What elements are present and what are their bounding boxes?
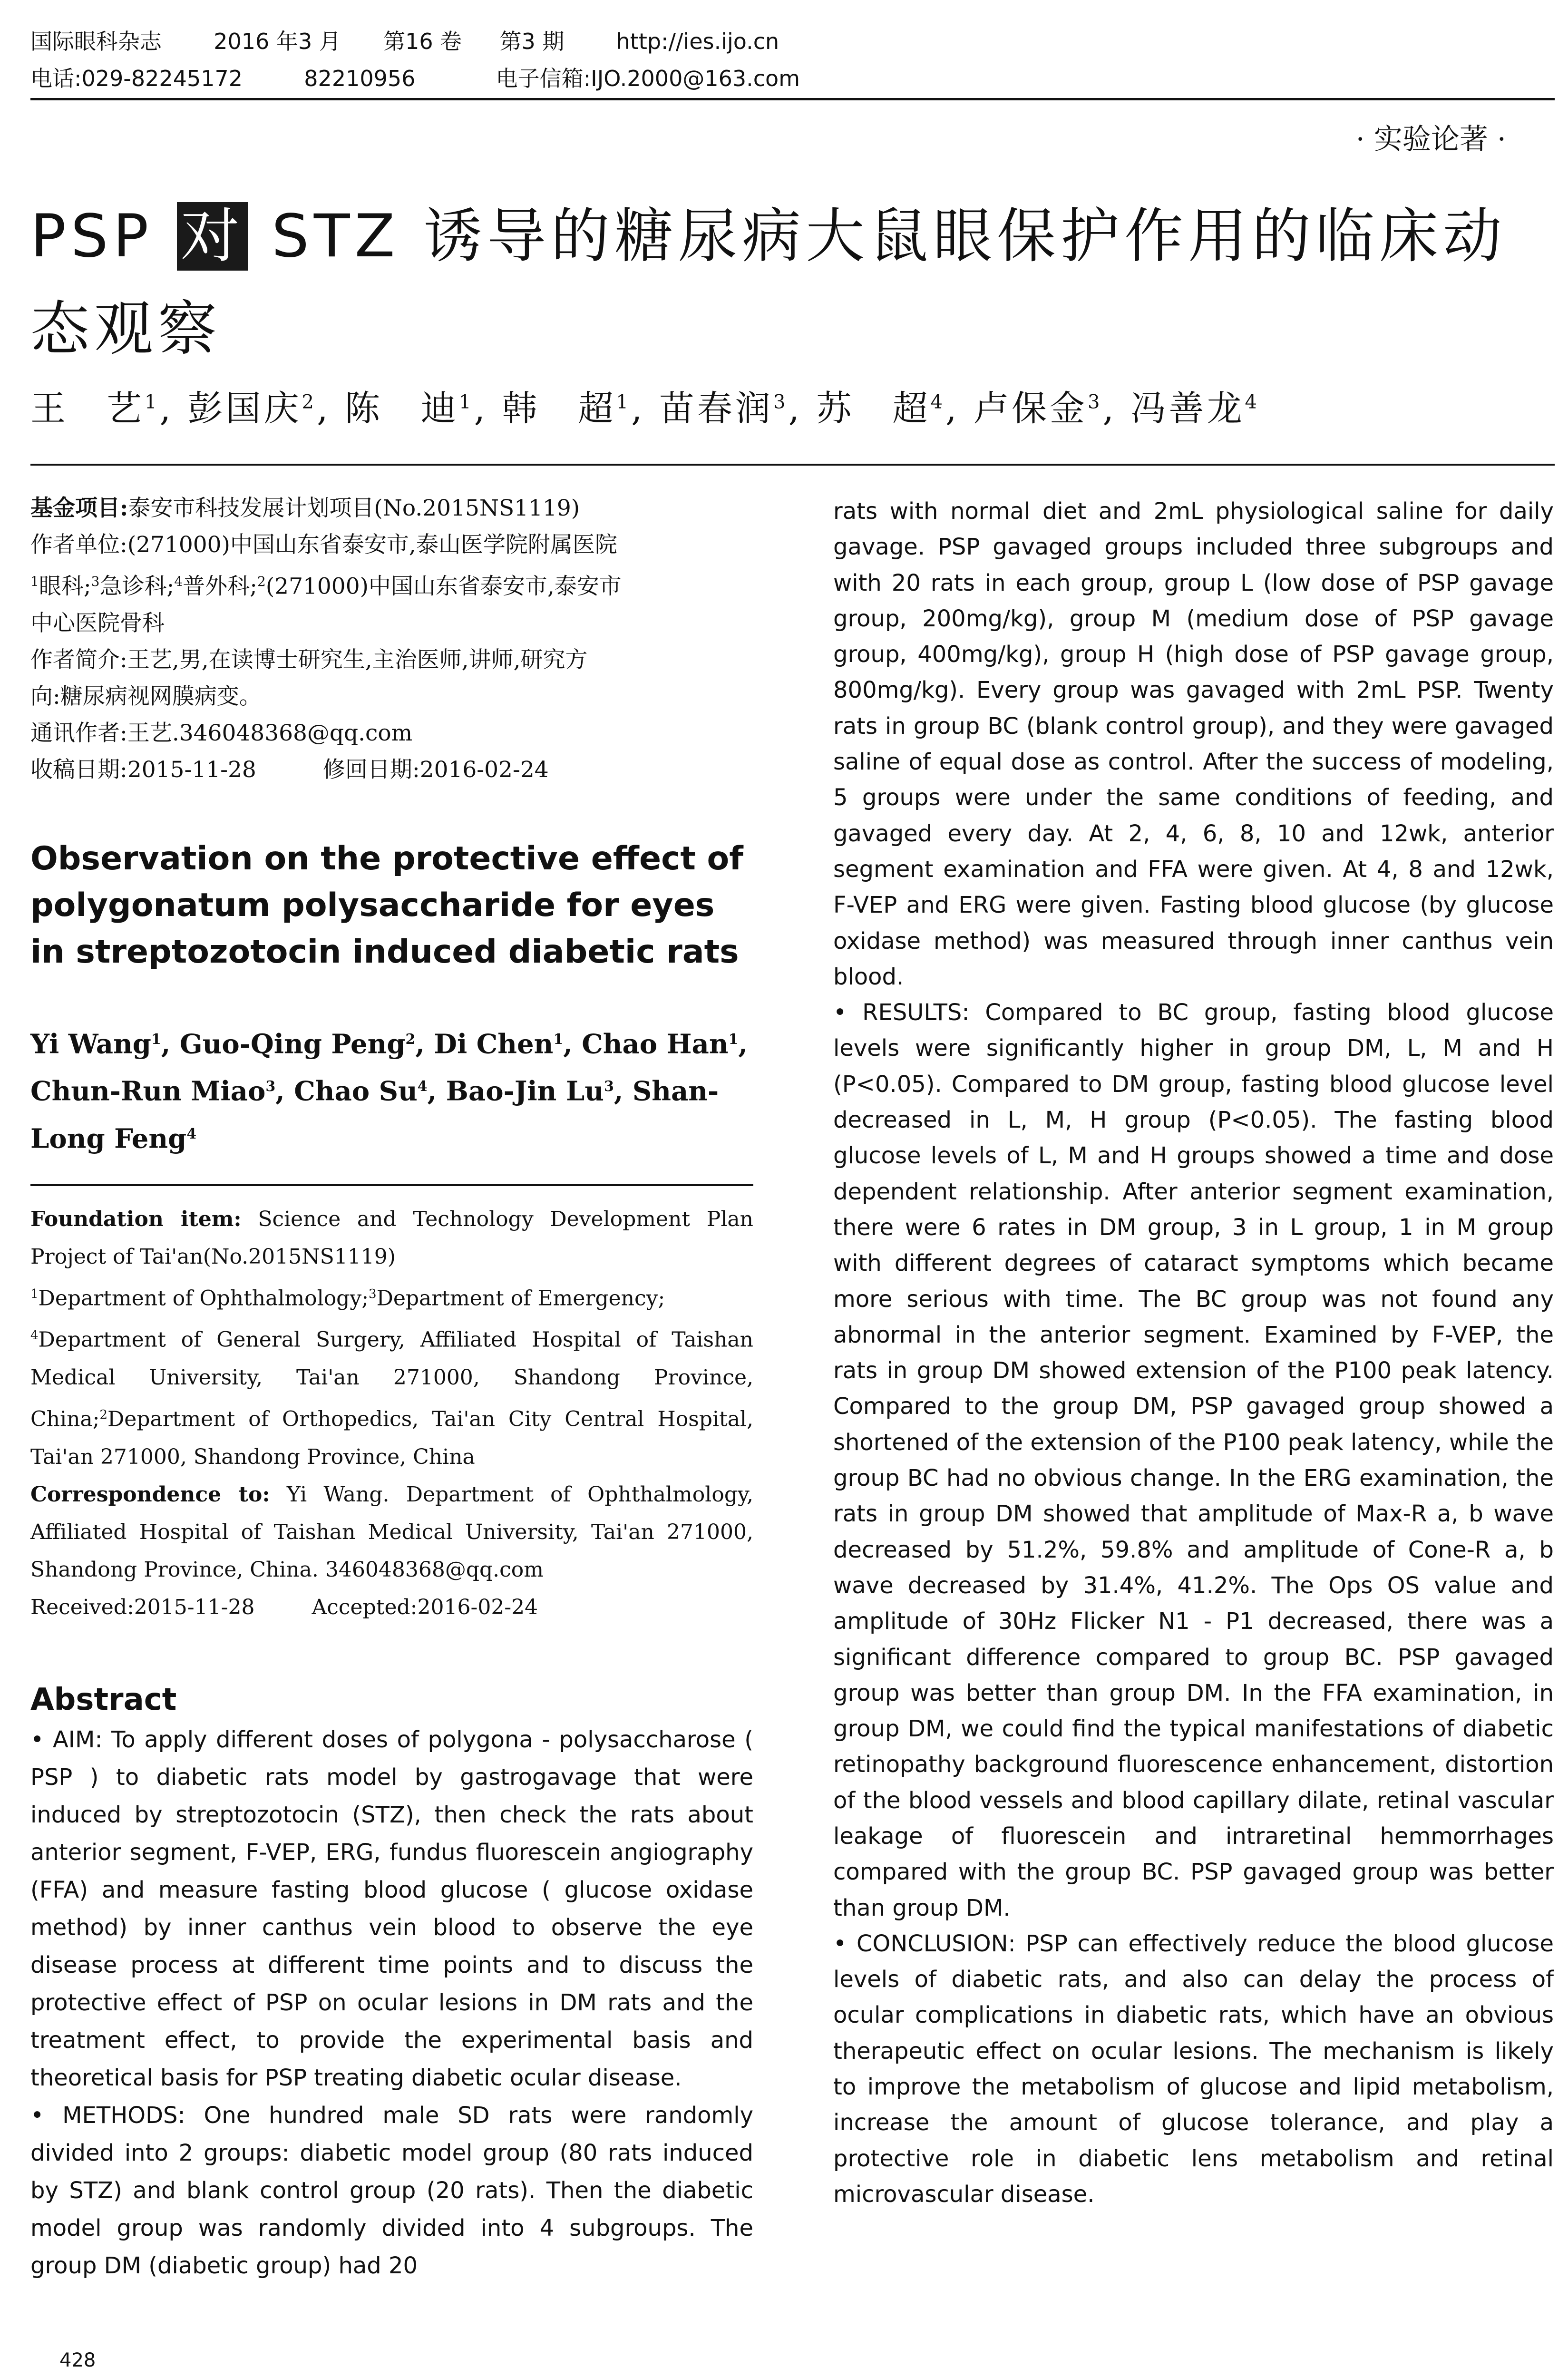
author-name: 冯善龙 bbox=[1130, 388, 1245, 429]
en-author-affiliation: 1 bbox=[728, 1031, 739, 1048]
abstract-body-left bbox=[30, 1721, 753, 2285]
author-name: 苗春润 bbox=[659, 388, 773, 429]
title-highlight: 对 bbox=[177, 202, 248, 271]
unit-line-2: $^1$眼科;$^3$急诊科;$^4$普外科;$^2$(271000)中国山东省泰安市,泰安市 bbox=[30, 573, 622, 600]
dept-orthopedics: Department of Orthopedics, Tai'an City Central Hospital, Tai'an 271000, Shandong Province, China bbox=[30, 1407, 753, 1469]
abstract-body-right bbox=[833, 494, 1554, 2212]
article-title bbox=[30, 190, 1555, 376]
received-date-cn: 收稿日期:2015-11-28 bbox=[30, 756, 256, 783]
revised-date-cn: 修回日期:2016-02-24 bbox=[322, 756, 549, 783]
en-author-name: Guo-Qing Peng bbox=[179, 1028, 406, 1060]
abstract-aim: • AIM: To apply different doses of polygona - polysaccharose ( PSP ) to diabetic rats model by gastrogavage that were induced by streptozotocin (STZ), then check the rats about anterior segment, F-VEP, ERG, fundus fluorescein angiography (FFA) and measure fasting blood glucose ( glucose oxidase method) by inner canthus vein blood to observe the eye disease process at different time points and to discuss the protective effect of PSP on ocular lesions in DM rats and the treatment effect, to provide the experimental basis and theoretical basis for PSP treating diabetic ocular disease. bbox=[30, 1726, 753, 2091]
right-column bbox=[833, 494, 1554, 2212]
header-divider bbox=[30, 98, 1555, 100]
foundation-cn bbox=[30, 490, 753, 526]
accepted-date-en: Accepted:2016-02-24 bbox=[312, 1595, 538, 1619]
correspondence-en bbox=[30, 1476, 753, 1588]
affiliations-en: $^1$Department of Ophthalmology;$^3$Department of Emergency; $^4$Department of General Surgery, Affiliated Hospital of Taishan Medical University, Tai'an 271000, Shandong Province, China;$^2$Department of Orthopedics, Tai'an City Central Hospital, Tai'an 271000, Shandong Province, China bbox=[30, 1286, 753, 1469]
author-affiliation: 3 bbox=[1088, 391, 1103, 413]
journal-email[interactable]: 电子信箱:IJO.2000@163.com bbox=[496, 66, 800, 91]
unit-central-hospital: (271000)中国山东省泰安市,泰安市 bbox=[265, 573, 622, 600]
correspondence-text: Yi Wang. Department of Ophthalmology, Affiliated Hospital of Taishan Medical University, Tai'an 271000, Shandong Province, China. 346048368@qq.com bbox=[30, 1482, 753, 1582]
unit-line-3: 中心医院骨科 bbox=[30, 610, 165, 636]
en-author-affiliation: 4 bbox=[186, 1125, 197, 1142]
dept-emergency: Department of Emergency; bbox=[376, 1286, 665, 1311]
author-name: 陈 迪 bbox=[345, 388, 459, 429]
author-name: 苏 超 bbox=[816, 388, 931, 429]
foundation-cn-label: 基金项目: bbox=[30, 495, 128, 521]
received-date-en: Received:2015-11-28 bbox=[30, 1595, 255, 1619]
unit-ophthalmology: 眼科; bbox=[39, 573, 91, 600]
unit-line-1: 作者单位:(271000)中国山东省泰安市,泰山医学院附属医院 bbox=[30, 532, 617, 558]
volume: 第16 卷 bbox=[383, 29, 462, 54]
en-author-affiliation: 3 bbox=[265, 1078, 276, 1095]
title-part-2: STZ 诱导的糖尿病大鼠眼保护作用的临床动态观察 bbox=[30, 202, 1507, 363]
abstract-conclusion: • CONCLUSION: PSP can effectively reduce the blood glucose levels of diabetic rats, and also can delay the process of ocular complications in diabetic rats, which have an obvious therapeutic effect on ocular lesions. The mechanism is likely to improve the metabolism of glucose and lipid metabolism, increase the amount of glucose tolerance, and play a protective role in diabetic lens metabolism and retinal microvascular disease. bbox=[833, 1930, 1554, 2208]
abstract-results: • RESULTS: Compared to BC group, fasting blood glucose levels were significantly higher in group DM, L, M and H (P<0.05). Compared to DM group, fasting blood glucose level decreased in L, M, H group (P<0.05). The fasting blood glucose levels of L, M and H groups showed a time and dose dependent relationship. After anterior segment examination, there were 6 rates in DM group, 3 in L group, 1 in M group with different degrees of cataract symptoms which became more serious with time. The BC group was not found any abnormal in the anterior segment. Examined by F-VEP, the rats in group DM showed extension of the P100 peak latency. Compared to the group DM, PSP gavaged group showed a shortened of the extension of the P100 peak latency, while the group BC had no obvious change. In the ERG examination, the rats in group DM showed that amplitude of Max-R a, b wave decreased by 51.2%, 59.8% and amplitude of Cone-R a, b wave decreased by 31.4%, 41.2%. The Ops OS value and amplitude of 30Hz Flicker N1 - P1 decreased, there was a significant difference compared to group BC. PSP gavaged group was better than group DM. In the FFA examination, in group DM, we could find the typical manifestations of diabetic retinopathy background fluorescence enhancement, distortion of the blood vessels and blood capillary dilate, retinal vascular leakage of fluorescein and intraretinal hemmorrhages compared with the group BC. PSP gavaged group was better than group DM. bbox=[833, 999, 1554, 1921]
section-label: · 实验论著 · bbox=[1355, 123, 1506, 156]
correspondence-label: Correspondence to: bbox=[30, 1482, 270, 1507]
journal-header-row-2 bbox=[30, 60, 1555, 97]
abstract-methods-continued: rats with normal diet and 2mL physiological saline for daily gavage. PSP gavaged groups included three subgroups and with 20 rats in each group, group L (low dose of PSP gavage group, 200mg/kg), group M (medium dose of PSP gavage group, 400mg/kg), group H (high dose of PSP gavage group, 800mg/kg). Every group was gavaged with 2mL PSP. Twenty rats in group BC (blank control group), and they were gavaged saline of equal dose as control. After the success of modeling, 5 groups were under the same conditions of feeding, and gavaged every day. At 2, 4, 6, 8, 10 and 12wk, anterior segment examination and FFA were given. At 4, 8 and 12wk, F-VEP and ERG were given. Fasting blood glucose (by glucose oxidase method) was measured through inner canthus vein blood. bbox=[833, 498, 1554, 990]
dates-en bbox=[30, 1588, 753, 1626]
author-list: 王 艺$^1$, 彭国庆$^2$, 陈 迪$^1$, 韩 超$^1$, 苗春润$^3$, 苏 超$^4$, 卢保金$^3$, 冯善龙$^4$ bbox=[30, 388, 1260, 429]
en-author-name: Yi Wang bbox=[30, 1028, 151, 1060]
journal-header bbox=[30, 23, 1555, 97]
unit-emergency: 急诊科; bbox=[99, 573, 175, 600]
english-author-list: Yi Wang$^1$, Guo-Qing Peng$^2$, Di Chen$^1$, Chao Han$^1$, Chun-Run Miao$^3$, Chao Su$^4$, Bao-Jin Lu$^3$, Shan-Long Feng$^4$ bbox=[30, 1028, 748, 1155]
abstract-methods: • METHODS: One hundred male SD rats were randomly divided into 2 groups: diabetic model group (80 rats induced by STZ) and blank control group (20 rats). Then the diabetic model group was randomly divided into 4 subgroups. The group DM (diabetic group) had 20 bbox=[30, 2102, 753, 2279]
foundation-en-text: Science and Technology Development Plan Project of Tai'an(No.2015NS1119) bbox=[30, 1207, 754, 1269]
foundation-cn-text: 泰安市科技发展计划项目(No.2015NS1119) bbox=[128, 495, 580, 521]
author-intro-1: 作者简介:王艺,男,在读博士研究生,主治医师,讲师,研究方 bbox=[30, 646, 588, 673]
author-name: 王 艺 bbox=[30, 388, 145, 429]
author-affiliation: 1 bbox=[616, 391, 631, 413]
foundation-en bbox=[30, 1200, 753, 1276]
author-affiliation: 1 bbox=[459, 391, 474, 413]
issue-date: 2016 年3 月 bbox=[214, 29, 341, 54]
journal-url[interactable]: http://ies.ijo.cn bbox=[616, 29, 779, 54]
en-author-name: Chao Han bbox=[582, 1028, 729, 1060]
journal-name: 国际眼科杂志 bbox=[30, 29, 162, 54]
author-name: 卢保金 bbox=[974, 388, 1088, 429]
author-affiliation: 2 bbox=[302, 391, 317, 413]
author-name: 彭国庆 bbox=[187, 388, 302, 429]
authors-divider bbox=[30, 464, 1555, 466]
en-author-affiliation: 3 bbox=[604, 1078, 614, 1095]
author-name: 韩 超 bbox=[502, 388, 616, 429]
journal-phone: 电话:029-82245172 bbox=[30, 66, 243, 91]
dept-surgery: Department of General Surgery, Affiliated Hospital of Taishan Medical University, Tai'an 271000, Shandong Province, China; bbox=[30, 1327, 753, 1432]
journal-phone-2: 82210956 bbox=[304, 66, 416, 91]
author-affiliation: 4 bbox=[930, 391, 945, 413]
journal-header-row-1 bbox=[30, 23, 1555, 60]
left-column bbox=[30, 490, 753, 2285]
en-author-affiliation: 2 bbox=[405, 1031, 416, 1048]
unit-surgery: 普外科; bbox=[183, 573, 258, 600]
en-author-affiliation: 1 bbox=[553, 1031, 564, 1048]
en-author-name: Shan-Long Feng bbox=[30, 1075, 719, 1155]
english-authors-divider bbox=[30, 1184, 753, 1186]
english-info bbox=[30, 1200, 753, 1626]
author-affiliation: 3 bbox=[773, 391, 789, 413]
author-affiliation: 1 bbox=[145, 391, 160, 413]
dept-ophthalmology: Department of Ophthalmology; bbox=[38, 1286, 369, 1311]
page-number: 428 bbox=[59, 2349, 96, 2371]
en-author-name: Di Chen bbox=[434, 1028, 554, 1060]
author-intro-2: 向:糖尿病视网膜病变。 bbox=[30, 683, 262, 710]
en-author-name: Chun-Run Miao bbox=[30, 1075, 266, 1107]
dates-cn bbox=[30, 751, 753, 788]
corresponding-author-cn: 通讯作者:王艺.346048368@qq.com bbox=[30, 720, 413, 746]
issue-number: 第3 期 bbox=[499, 29, 565, 54]
foundation-en-label: Foundation item: bbox=[30, 1207, 242, 1231]
en-author-affiliation: 1 bbox=[151, 1031, 161, 1048]
en-author-affiliation: 4 bbox=[417, 1078, 428, 1095]
en-author-name: Bao-Jin Lu bbox=[446, 1075, 604, 1107]
english-title: Observation on the protective effect of polygonatum polysaccharide for eyes in streptozotocin induced diabetic rats bbox=[30, 839, 743, 971]
abstract-heading: Abstract bbox=[30, 1682, 177, 1717]
chinese-info bbox=[30, 490, 753, 788]
en-author-name: Chao Su bbox=[294, 1075, 418, 1107]
title-part-1: PSP bbox=[30, 202, 177, 271]
author-affiliation: 4 bbox=[1245, 391, 1260, 413]
